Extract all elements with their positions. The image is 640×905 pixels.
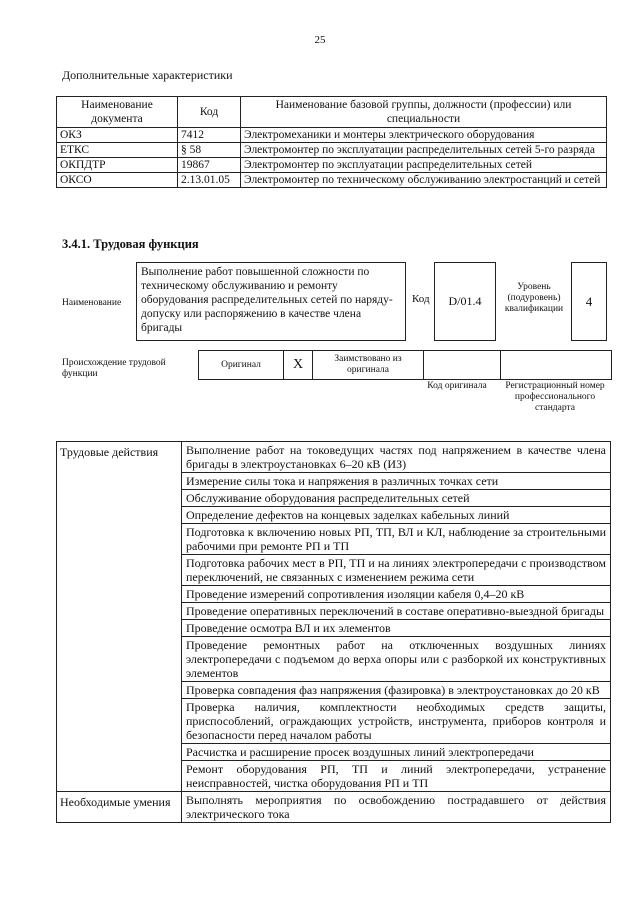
action-item: Измерение силы тока и напряжения в различных точках сети bbox=[182, 473, 611, 490]
origin-table bbox=[198, 350, 612, 380]
page-number: 25 bbox=[314, 34, 326, 46]
name-cell: Электромеханики и монтеры электрического оборудования bbox=[241, 128, 607, 143]
additional-table bbox=[56, 96, 607, 188]
level-value-box: 4 bbox=[571, 262, 607, 341]
doc-cell: ОКСО bbox=[57, 173, 178, 188]
doc-cell: ОКПДТР bbox=[57, 158, 178, 173]
origin-label: Происхождение трудовой функции bbox=[62, 358, 166, 379]
code-cell: 2.13.01.05 bbox=[178, 173, 241, 188]
code-original-caption: Код оригинала bbox=[427, 381, 487, 391]
name-label: Наименование bbox=[62, 298, 122, 308]
level-label: Уровень (подуровень) квалификации bbox=[504, 282, 564, 314]
original-mark: X bbox=[284, 351, 313, 380]
name-cell: Электромонтер по эксплуатации распределительных сетей 5-го разряда bbox=[241, 143, 607, 158]
code-cell: 19867 bbox=[178, 158, 241, 173]
borrowed-cell: Заимствовано из оригинала bbox=[313, 351, 424, 380]
table-row bbox=[57, 128, 607, 143]
action-item: Обслуживание оборудования распределительных сетей bbox=[182, 490, 611, 507]
reg-number-cell bbox=[501, 351, 612, 380]
action-item: Расчистка и расширение просек воздушных линий электропередачи bbox=[182, 744, 611, 761]
name-cell: Электромонтер по техническому обслуживанию электростанций и сетей bbox=[241, 173, 607, 188]
name-cell: Электромонтер по эксплуатации распределительных сетей bbox=[241, 158, 607, 173]
code-cell: 7412 bbox=[178, 128, 241, 143]
action-item: Определение дефектов на концевых заделках кабельных линий bbox=[182, 507, 611, 524]
skills-label: Необходимые умения bbox=[57, 792, 182, 823]
table-row bbox=[57, 792, 611, 823]
table-row bbox=[57, 173, 607, 188]
origin-row bbox=[199, 351, 612, 380]
action-item: Проведение оперативных переключений в составе оперативно-выездной бригады bbox=[182, 603, 611, 620]
action-item: Проведение измерений сопротивления изоляции кабеля 0,4–20 кВ bbox=[182, 586, 611, 603]
original-cell: Оригинал bbox=[199, 351, 284, 380]
action-item: Выполнение работ на токоведущих частях под напряжением в качестве члена бригады в электроустановках 6–20 кВ (ИЗ) bbox=[182, 442, 611, 473]
table-row bbox=[57, 158, 607, 173]
function-heading: 3.4.1. Трудовая функция bbox=[62, 237, 199, 251]
skill-item: Выполнять мероприятия по освобождению пострадавшего от действия электрического тока bbox=[182, 792, 611, 823]
function-name-box: Выполнение работ повышенной сложности по техническому обслуживанию и ремонту оборудования распределительных сетей по наряду-допуску или распоряжению в качестве члена бригады bbox=[136, 262, 406, 341]
code-cell: § 58 bbox=[178, 143, 241, 158]
action-item: Проведение ремонтных работ на отключенных воздушных линиях электропередачи с подъемом до верха опоры или с разборкой их конструктивных элементов bbox=[182, 637, 611, 682]
action-item: Ремонт оборудования РП, ТП и линий электропередачи, устранение неисправностей, чистка оборудования РП и ТП bbox=[182, 761, 611, 792]
action-item: Подготовка к включению новых РП, ТП, ВЛ и КЛ, наблюдение за строительными рабочими при ремонте РП и ТП bbox=[182, 524, 611, 555]
code-original-cell bbox=[424, 351, 501, 380]
action-item: Проверка наличия, комплектности необходимых средств защиты, приспособлений, ограждающих устройств, инструмента, приборов контроля и безопасности перед началом работы bbox=[182, 699, 611, 744]
function-code-box: D/01.4 bbox=[434, 262, 496, 341]
doc-cell: ОКЗ bbox=[57, 128, 178, 143]
function-details-table bbox=[56, 441, 611, 823]
code-label: Код bbox=[412, 293, 430, 305]
table-row bbox=[57, 442, 611, 473]
reg-number-caption: Регистрационный номер профессионального стандарта bbox=[505, 381, 605, 413]
table-row bbox=[57, 143, 607, 158]
table-header-row bbox=[57, 97, 607, 128]
header-doc: Наименование документа bbox=[57, 97, 178, 128]
actions-label: Трудовые действия bbox=[57, 442, 182, 792]
header-group: Наименование базовой группы, должности (профессии) или специальности bbox=[241, 97, 607, 128]
action-item: Проверка совпадения фаз напряжения (фазировка) в электроустановках до 20 кВ bbox=[182, 682, 611, 699]
doc-cell: ЕТКС bbox=[57, 143, 178, 158]
action-item: Проведение осмотра ВЛ и их элементов bbox=[182, 620, 611, 637]
header-code: Код bbox=[178, 97, 241, 128]
additional-heading: Дополнительные характеристики bbox=[62, 68, 233, 82]
action-item: Подготовка рабочих мест в РП, ТП и на линиях электропередачи с производством переключений, не связанных с изменением режима сети bbox=[182, 555, 611, 586]
